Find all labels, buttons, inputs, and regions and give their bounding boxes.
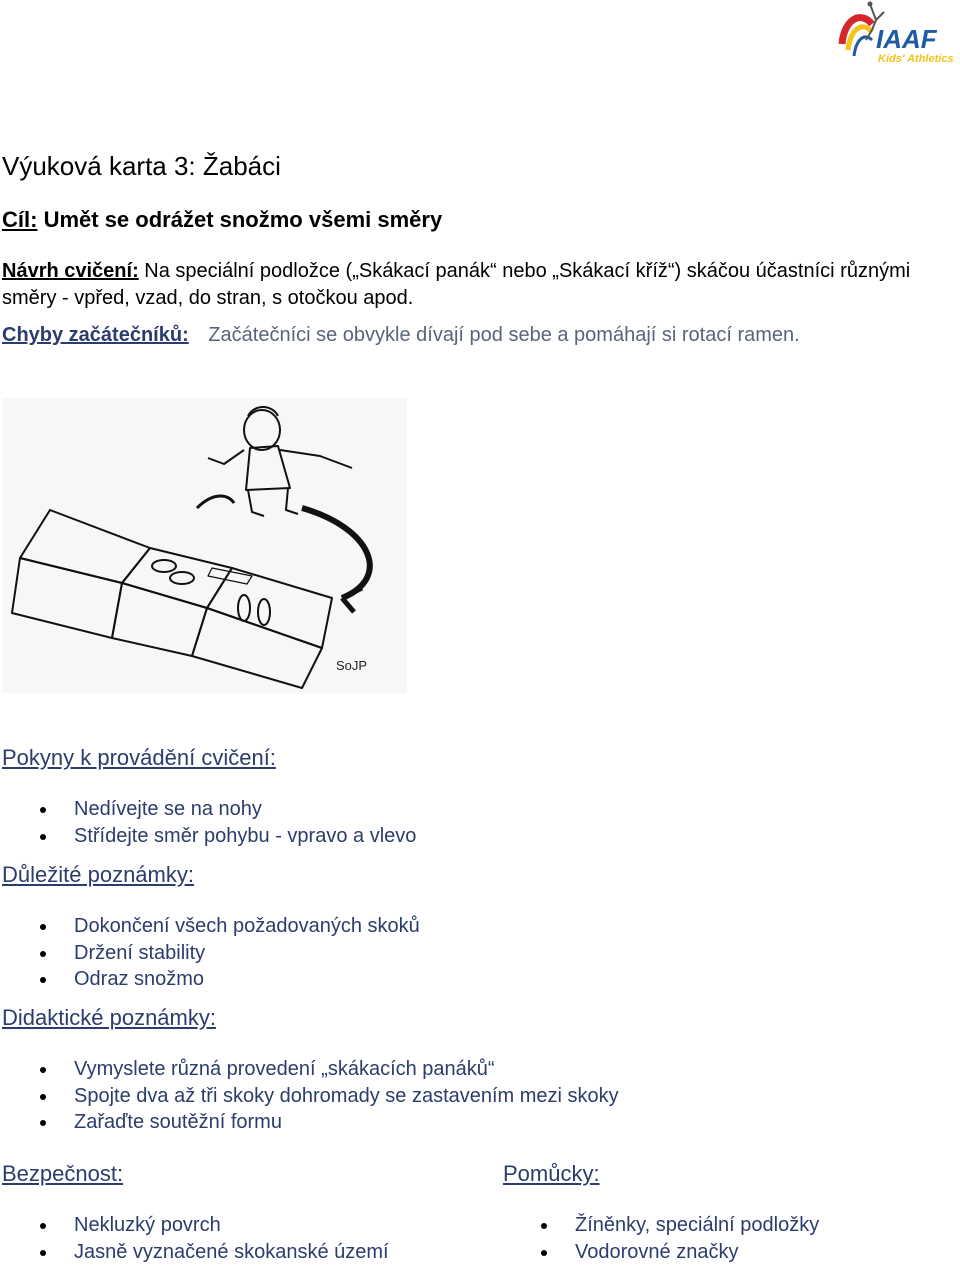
instructions-list [2, 796, 416, 849]
list-item: Odraz snožmo [2, 966, 420, 993]
list-item: Žíněnky, speciální podložky [503, 1212, 819, 1239]
page-title: Výuková karta 3: Žabáci [2, 151, 281, 181]
frog-jump-illustration [2, 398, 407, 693]
list-item: Jasně vyznačené skokanské území [2, 1239, 389, 1265]
illustration-drawing [2, 398, 407, 693]
list-item: Spojte dva až tři skoky dohromady se zastavením mezi skoky [2, 1083, 619, 1110]
list-item: Dokončení všech požadovaných skoků [2, 913, 420, 940]
instructions-heading: Pokyny k provádění cvičení: [2, 745, 276, 770]
exercise-paragraph [2, 258, 952, 312]
list-item: Vymyslete různá provedení „skákacích panáků“ [2, 1056, 619, 1083]
equipment-list [503, 1212, 819, 1265]
exercise-label: Návrh cvičení: [2, 260, 139, 282]
illustration-signature: SoJP [336, 658, 368, 673]
logo-subtitle: Kids' Athletics [878, 53, 954, 65]
list-item: Nekluzký povrch [2, 1212, 389, 1239]
exercise-text: Na speciální podložce („Skákací panák“ nebo „Skákací kříž“) skáčou účastníci různými směry - vpřed, vzad, do stran, s otočkou apod. [2, 260, 911, 309]
list-item: Vodorovné značky [503, 1239, 819, 1265]
safety-list [2, 1212, 389, 1265]
important-list [2, 913, 420, 993]
didactic-heading: Didaktické poznámky: [2, 1005, 216, 1030]
didactic-list [2, 1056, 619, 1136]
goal-line [2, 206, 442, 234]
important-heading: Důležité poznámky: [2, 862, 194, 887]
goal-label: Cíl: [2, 207, 38, 232]
list-item: Nedívejte se na nohy [2, 796, 416, 823]
equipment-heading: Pomůcky: [503, 1161, 600, 1186]
safety-heading: Bezpečnost: [2, 1161, 124, 1186]
list-item: Zařaďte soutěžní formu [2, 1109, 619, 1136]
errors-label: Chyby začátečníků: [2, 324, 189, 346]
iaaf-kids-athletics-logo [832, 0, 958, 66]
list-item: Střídejte směr pohybu - vpravo a vlevo [2, 823, 416, 850]
goal-text: Umět se odrážet snožmo všemi směry [43, 207, 443, 232]
list-item: Držení stability [2, 940, 420, 967]
logo-brand: IAAF [876, 24, 937, 54]
logo-graphic [832, 0, 958, 66]
errors-line [2, 322, 800, 349]
errors-text: Začátečníci se obvykle dívají pod sebe a pomáhají si rotací ramen. [208, 324, 800, 346]
